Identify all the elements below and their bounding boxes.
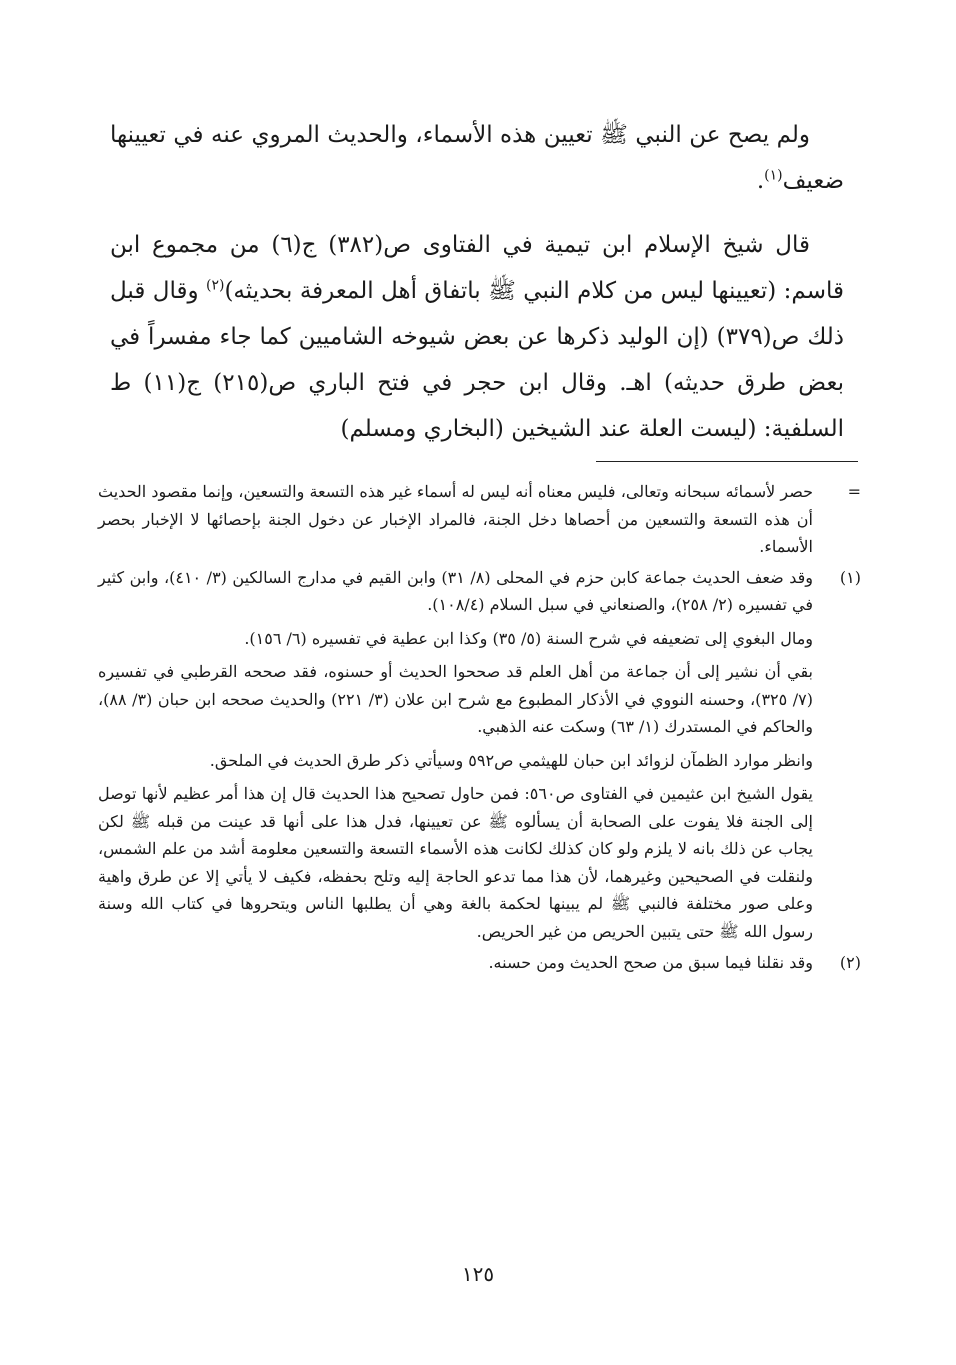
footnote-2-label: (٢) [839, 953, 861, 972]
paragraph-2-part-2: وقال قبل ذلك ص(٣٧٩) (إن الوليد ذكرها عن بعض شيوخه الشاميين كما جاء مفسراً في بعض طرق حديثه) اهـ. وقال ابن حجر في فتح الباري ص(٢١٥) ج(١١) ط السلفية: (ليست العلة عند الشيخين (البخاري ومسلم) [110, 278, 844, 442]
continuation-mark: = [847, 482, 861, 501]
paragraph-1-text: ولم يصح عن النبي ﷺ تعيين هذه الأسماء، والحديث المروي عنه في تعيينها ضعيف [110, 122, 844, 194]
continuation-text: حصر لأسمائه سبحانه وتعالى، فليس معناه أنه ليس له أسماء غير هذه التسعة والتسعين، وإنما مقصود الحديث أن هذه التسعة والتسعين من أحصاها دخل الجنة، فالمراد الإخبار عن دخول الجنة بإحصائها لا الإخبار بحصر الأسماء. [98, 482, 813, 556]
footnotes [98, 478, 861, 980]
footnote-1-paragraph-5: يقول الشيخ ابن عثيمين في الفتاوى ص٥٦٠: فمن حاول تصحيح هذا الحديث قال إن هذا أمر عظيم لأنها توصل إلى الجنة فلا يفوت على الصحابة أن يسألوه ﷺ عن تعيينها، فدل هذا على أنها قد عينت من قبله ﷺ لكن يجاب عن ذلك بانه لا يلزم ولو كان كذلك لكانت هذه الأسماء التسعة والتسعين معلومة أشد من علم الشمس، ولنقلت في الصحيحين وغيرهما، لأن هذا مما تدعو الحاجة إليه وتلح بحفظه، فكيف لا يأتي إلا عن طرق واهية وعلى صور مختلفة فالنبي ﷺ لم يبينها لحكمة بالغة وهي أن يطلبها الناس ويتحروها في كتاب الله وسنة رسول الله ﷺ حتى يتبين الحريص من غير الحريص. [98, 784, 813, 941]
footnote-1 [98, 564, 861, 619]
footnote-1-label: (١) [839, 567, 861, 587]
footnote-separator [596, 461, 858, 462]
page-number: ١٢٥ [461, 1262, 495, 1286]
footnote-1-paragraph-4: وانظر موارد الظمآن لزوائد ابن حبان للهيثمي ص٥٩٢ وسيأتي ذكر طرق الحديث في الملحق. [209, 750, 813, 770]
paragraph-1-end: . [756, 168, 765, 194]
footnote-1-paragraph-3: بقي أن نشير إلى أن جماعة من أهل العلم قد صححوا الحديث أو حسنوه، فقد صححه القرطبي في تفسيره (٧/ ٣٢٥)، وحسنه النووي في الأذكار المطبوع مع شرح ابن علان (٣/ ٢٢١) والحديث صححه ابن حبان (٣/ ٨٨)، والحاكم في المستدرك (١/ ٦٣) وسكت عنه الذهبي. [98, 662, 813, 736]
main-paragraph-2 [110, 222, 844, 452]
footnote-2-text: وقد نقلنا فيما سبق من صحح الحديث ومن حسنه. [488, 953, 813, 972]
footnote-marker-2: (٢) [205, 277, 225, 294]
footnote-1-paragraph-1: وقد ضعف الحديث جماعة كابن حزم في المحلى (٨/ ٣١) وابن القيم في مدارج السالكين (٣/ ٤١٠)، وابن كثير في تفسيره (٢/ ٢٥٨)، والصنعاني في سبل السلام (١٠٨/٤). [98, 567, 814, 614]
paragraph-2-part-1: قال شيخ الإسلام ابن تيمية في الفتاوى ص(٣٨٢) ج(٦) من مجموع ابن قاسم: (تعيينها ليس من كلام النبي ﷺ باتفاق أهل المعرفة بحديثه) [110, 232, 844, 304]
main-text [110, 112, 844, 452]
footnote-continuation [98, 478, 861, 561]
footnote-1-paragraph-2: ومال البغوي إلى تضعيفه في شرح السنة (٥/ ٣٥) وكذا ابن عطية في تفسيره (٦/ ١٥٦). [244, 628, 813, 648]
footnote-marker-1: (١) [764, 167, 783, 184]
footnote-2 [98, 949, 861, 977]
main-paragraph-1 [110, 112, 844, 204]
